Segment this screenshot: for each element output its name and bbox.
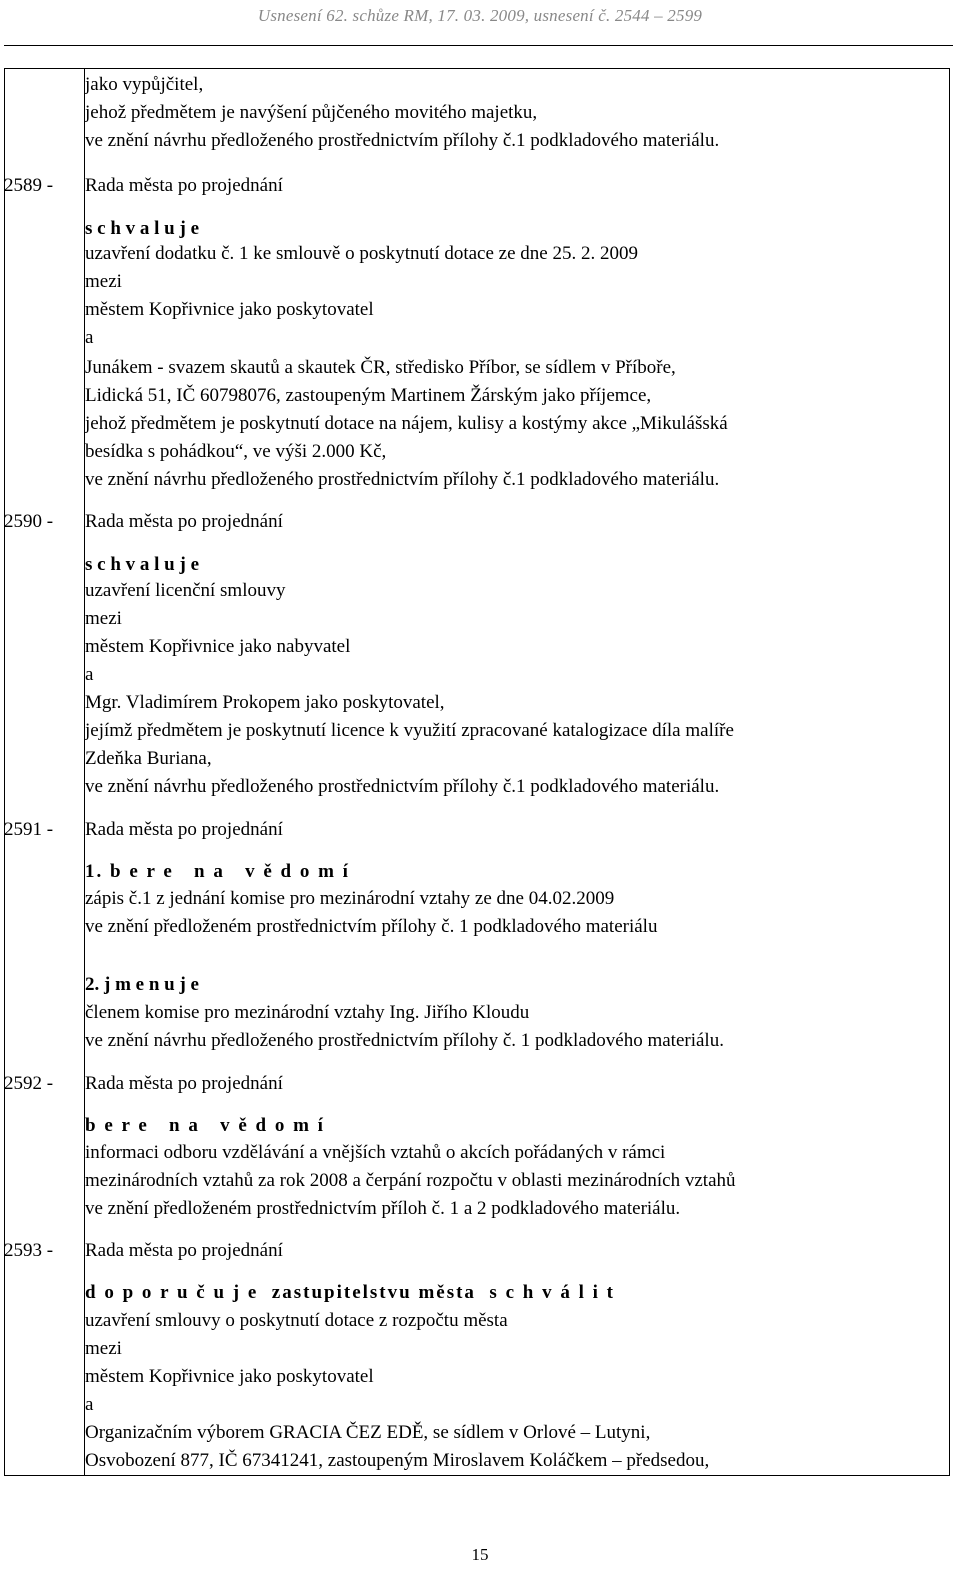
resolution-line: Lidická 51, IČ 60798076, zastoupeným Martinem Žárským jako příjemce, <box>85 385 652 406</box>
resolution-verb: d o p o r u č u j e zastupitelstvu města s c h v á l i t <box>85 1282 615 1303</box>
resolution-intro: Rada města po projednání <box>85 1240 283 1261</box>
resolution-line: mezinárodních vztahů za rok 2008 a čerpání rozpočtu v oblasti mezinárodních vztahů <box>85 1170 736 1191</box>
resolution-line: mezi <box>85 271 122 292</box>
resolution-line: mezi <box>85 1338 122 1359</box>
resolution-line: mezi <box>85 608 122 629</box>
resolution-number: 2591 - <box>4 819 54 840</box>
resolution-line: městem Kopřivnice jako poskytovatel <box>85 299 374 320</box>
resolution-verb: s c h v a l u j e <box>85 554 199 575</box>
resolution-number: 2592 - <box>4 1073 54 1094</box>
resolution-line: Organizačním výborem GRACIA ČEZ EDĚ, se sídlem v Orlové – Lutyni, <box>85 1422 651 1443</box>
intro-line: jako vypůjčitel, <box>85 74 204 95</box>
resolution-line: uzavření smlouvy o poskytnutí dotace z rozpočtu města <box>85 1310 508 1331</box>
resolution-line: a <box>85 664 94 685</box>
resolution-line: Osvobození 877, IČ 67341241, zastoupeným Miroslavem Koláčkem – předsedou, <box>85 1450 710 1471</box>
resolution-line: uzavření dodatku č. 1 ke smlouvě o poskytnutí dotace ze dne 25. 2. 2009 <box>85 243 638 264</box>
resolution-line: Junákem - svazem skautů a skautek ČR, středisko Příbor, se sídlem v Příboře, <box>85 357 676 378</box>
resolution-line: a <box>85 1394 94 1415</box>
resolution-verb: 1. b e r e n a v ě d o m í <box>85 861 350 882</box>
page-header: Usnesení 62. schůze RM, 17. 03. 2009, usnesení č. 2544 – 2599 <box>257 6 703 25</box>
resolution-line: městem Kopřivnice jako poskytovatel <box>85 1366 374 1387</box>
resolution-line: ve znění návrhu předloženého prostřednictvím přílohy č.1 podkladového materiálu. <box>85 776 720 797</box>
resolution-line: a <box>85 327 94 348</box>
resolution-line: jehož předmětem je poskytnutí dotace na nájem, kulisy a kostýmy akce „Mikulášská <box>85 413 728 434</box>
resolution-intro: Rada města po projednání <box>85 1073 283 1094</box>
intro-line: jehož předmětem je navýšení půjčeného movitého majetku, <box>85 102 538 123</box>
resolution-line: ve znění návrhu předloženého prostřednictvím přílohy č.1 podkladového materiálu. <box>85 469 720 490</box>
resolution-line: Mgr. Vladimírem Prokopem jako poskytovatel, <box>85 692 445 713</box>
resolution-line: městem Kopřivnice jako nabyvatel <box>85 636 351 657</box>
resolution-number: 2590 - <box>4 511 54 532</box>
resolution-intro: Rada města po projednání <box>85 819 283 840</box>
resolution-line: ve znění návrhu předloženého prostřednictvím přílohy č. 1 podkladového materiálu. <box>85 1030 724 1051</box>
resolution-verb: 2. j m e n u j e <box>85 974 199 995</box>
resolution-intro: Rada města po projednání <box>85 511 283 532</box>
intro-line: ve znění návrhu předloženého prostřednictvím přílohy č.1 podkladového materiálu. <box>85 130 720 151</box>
resolution-number: 2589 - <box>4 175 54 196</box>
header-rule <box>4 45 953 46</box>
resolution-line: besídka s pohádkou“, ve výši 2.000 Kč, <box>85 441 387 462</box>
resolution-line: členem komise pro mezinárodní vztahy Ing. Jiřího Kloudu <box>85 1002 530 1023</box>
resolution-line: uzavření licenční smlouvy <box>85 580 286 601</box>
resolution-verb: s c h v a l u j e <box>85 218 199 239</box>
resolution-line: zápis č.1 z jednání komise pro mezinárodní vztahy ze dne 04.02.2009 <box>85 888 615 909</box>
resolution-intro: Rada města po projednání <box>85 175 283 196</box>
resolution-line: jejímž předmětem je poskytnutí licence k využití zpracované katalogizace díla malíře <box>85 720 734 741</box>
resolution-line: informaci odboru vzdělávání a vnějších vztahů o akcích pořádaných v rámci <box>85 1142 666 1163</box>
resolution-line: ve znění předloženém prostřednictvím příloh č. 1 a 2 podkladového materiálu. <box>85 1198 681 1219</box>
resolution-verb: b e r e n a v ě d o m í <box>85 1115 325 1136</box>
page-number: 15 <box>471 1545 489 1564</box>
resolution-line: ve znění předloženém prostřednictvím přílohy č. 1 podkladového materiálu <box>85 916 658 937</box>
resolution-number: 2593 - <box>4 1240 54 1261</box>
resolution-line: Zdeňka Buriana, <box>85 748 212 769</box>
